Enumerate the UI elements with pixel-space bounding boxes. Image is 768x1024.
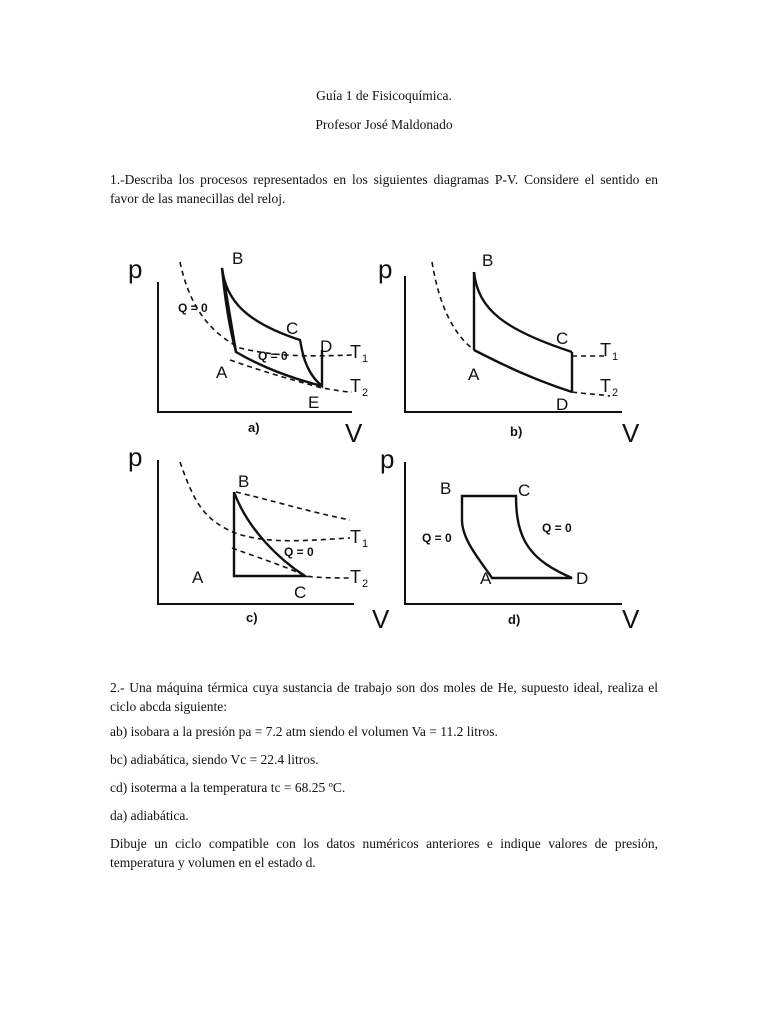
diagram-c-t1-sub: 1 xyxy=(362,538,369,550)
question-2-task: Dibuje un ciclo compatible con los datos numéricos anteriores e indique valores de presión, temperatura y volumen en el estado d. xyxy=(110,836,658,870)
diagram-a-v-label: V xyxy=(345,418,363,448)
diagram-b-p-label: p xyxy=(378,254,393,284)
diagram-b-point-d: D xyxy=(556,395,569,414)
diagram-c-isotherm-t1 xyxy=(180,462,350,541)
diagram-b-v-label: V xyxy=(622,418,640,448)
diagram-b-t2: T xyxy=(600,376,611,396)
diagram-a-point-c: C xyxy=(286,319,299,338)
document-title: Guía 1 de Fisicoquímica. xyxy=(316,88,452,103)
diagram-a-point-e: E xyxy=(308,393,320,412)
diagram-a-t2-sub: 2 xyxy=(362,387,369,399)
diagram-a-t1: T xyxy=(350,342,361,362)
diagram-c-isotherm-t1-upper xyxy=(236,492,350,520)
diagram-d-q-left: Q = 0 xyxy=(422,531,452,545)
diagram-d-point-c: C xyxy=(518,481,531,500)
diagram-c-t2-sub: 2 xyxy=(362,578,369,590)
diagram-a-caption: a) xyxy=(248,420,260,435)
diagram-b-isotherm-t1 xyxy=(432,262,474,350)
diagram-b-t1-sub: 1 xyxy=(612,351,619,363)
question-2-bc: bc) adiabática, siendo Vc = 22.4 litros. xyxy=(110,752,319,767)
diagram-b-isotherm-lower xyxy=(474,350,572,392)
diagram-c-v-label: V xyxy=(372,604,390,634)
diagram-c-cycle xyxy=(234,492,305,576)
diagram-c-point-b: B xyxy=(238,472,250,491)
diagram-a-t2: T xyxy=(350,376,361,396)
diagram-c-t2: T xyxy=(350,567,361,587)
diagram-d-q-right: Q = 0 xyxy=(542,521,572,535)
diagram-a xyxy=(128,249,368,448)
diagram-a-t1-sub: 1 xyxy=(362,353,369,365)
diagram-b-t1: T xyxy=(600,340,611,360)
diagram-a-q-mid: Q = 0 xyxy=(258,349,288,363)
diagram-d xyxy=(380,444,640,634)
diagram-d-p-label: p xyxy=(380,444,395,474)
diagram-b-point-a: A xyxy=(468,365,480,384)
diagram-b-axes xyxy=(405,276,622,412)
diagram-b-point-b: B xyxy=(482,251,494,270)
diagram-d-point-d: D xyxy=(576,569,589,588)
diagram-d-v-label: V xyxy=(622,604,640,634)
diagram-d-caption: d) xyxy=(508,612,521,627)
diagram-c-point-a: A xyxy=(192,568,204,587)
diagram-a-p-label: p xyxy=(128,254,143,284)
diagram-d-point-a: A xyxy=(480,569,492,588)
diagram-a-cycle xyxy=(222,268,322,386)
diagram-b-t2-sub: 2 xyxy=(612,387,619,399)
question-1-text: 1.-Describa los procesos representados en los siguientes diagramas P-V. Considere el sentido en favor de las manecillas del reloj. xyxy=(110,172,658,206)
professor-name: Profesor José Maldonado xyxy=(315,117,453,132)
diagram-c-caption: c) xyxy=(246,610,258,625)
diagram-a-point-d: D xyxy=(320,337,333,356)
diagram-c xyxy=(128,442,390,634)
diagram-d-cycle xyxy=(462,496,572,578)
question-2-cd: cd) isoterma a la temperatura tc = 68.25 ºC. xyxy=(110,780,346,795)
diagram-b xyxy=(378,251,640,448)
diagram-a-point-b: B xyxy=(232,249,244,268)
diagram-a-q-left: Q = 0 xyxy=(178,301,208,315)
diagram-c-p-label: p xyxy=(128,442,143,472)
diagram-d-point-b: B xyxy=(440,479,452,498)
diagram-c-t1: T xyxy=(350,527,361,547)
diagram-b-caption: b) xyxy=(510,424,523,439)
question-2-da: da) adiabática. xyxy=(110,808,189,823)
question-2-intro: 2.- Una máquina térmica cuya sustancia de trabajo son dos moles de He, supuesto ideal, realiza el ciclo abcda siguiente: xyxy=(110,680,658,714)
diagram-a-point-a: A xyxy=(216,363,228,382)
diagram-c-point-c: C xyxy=(294,583,307,602)
diagram-b-point-c: C xyxy=(556,329,569,348)
diagram-c-q: Q = 0 xyxy=(284,545,314,559)
question-2-ab: ab) isobara a la presión pa = 7.2 atm siendo el volumen Va = 11.2 litros. xyxy=(110,724,498,739)
